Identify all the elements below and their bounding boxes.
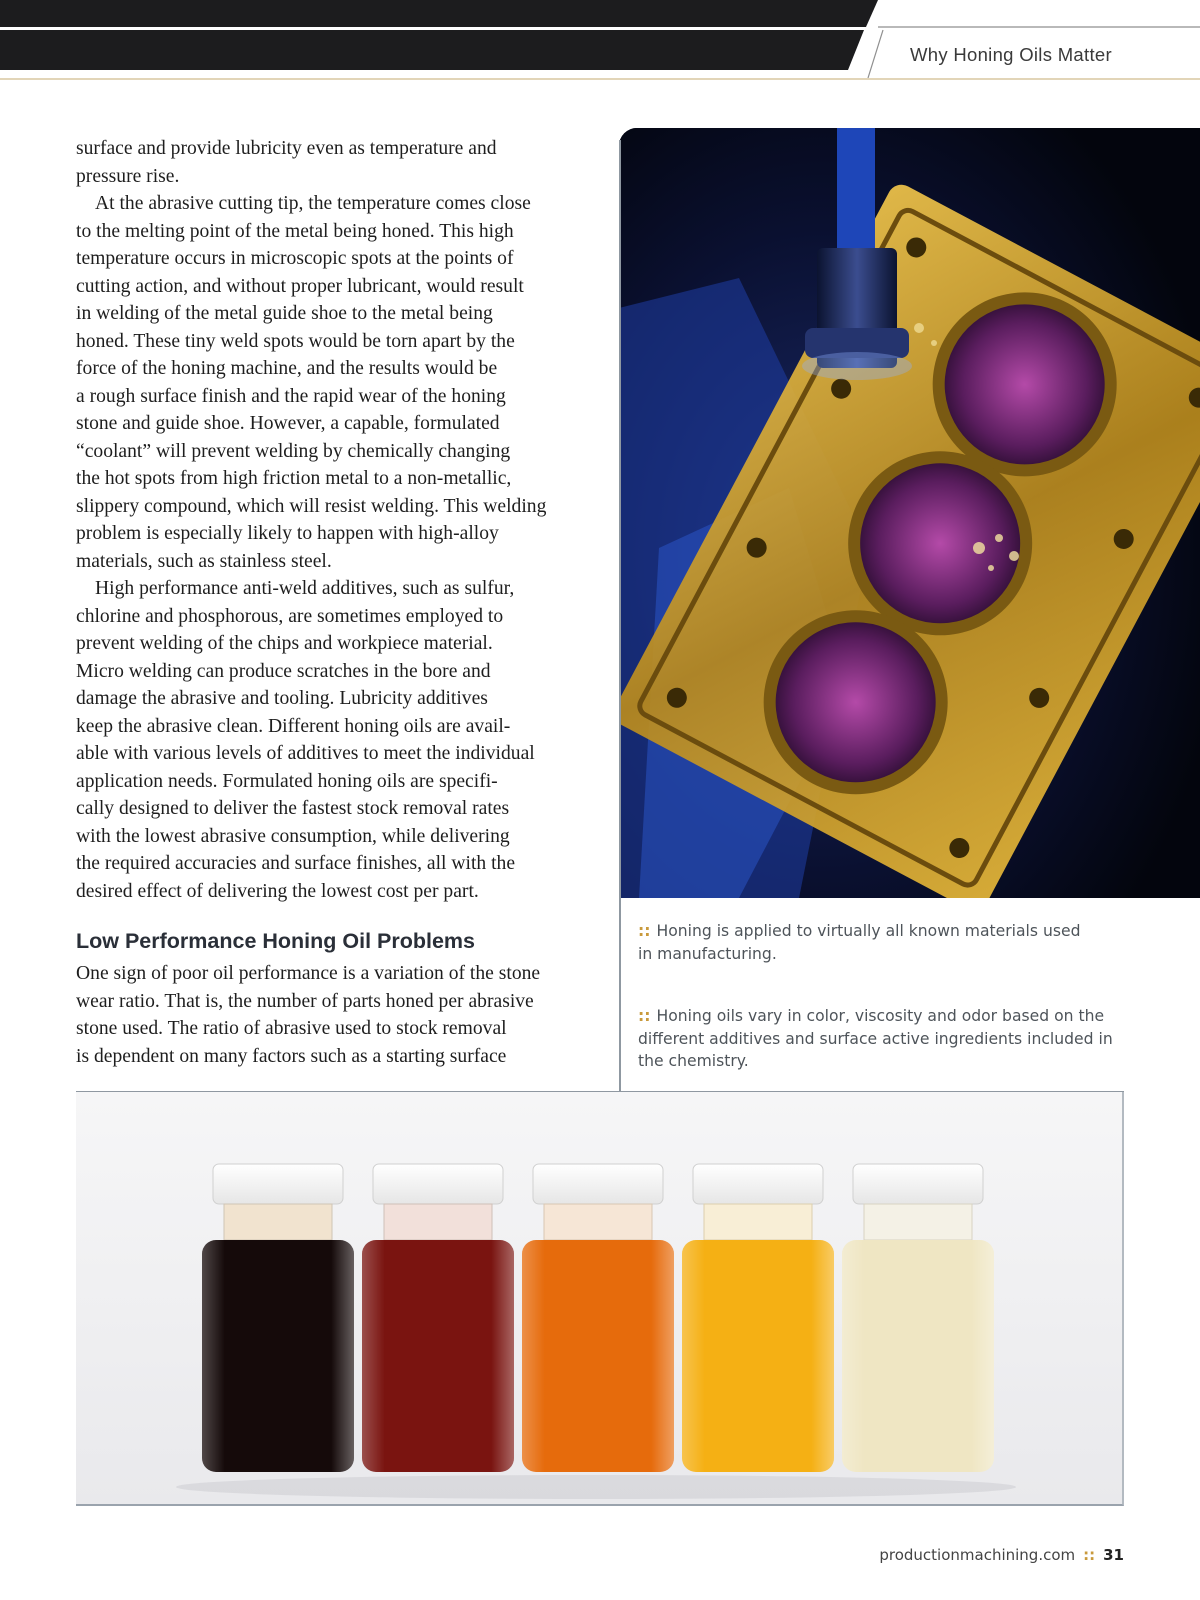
caption-line: in manufacturing.	[638, 944, 777, 963]
text-line: application needs. Formulated honing oils are specifi-	[76, 770, 498, 792]
text-line: desired effect of delivering the lowest cost per part.	[76, 880, 479, 902]
text-line: materials, such as stainless steel.	[76, 550, 332, 572]
text-line: force of the honing machine, and the results would be	[76, 358, 498, 379]
page-number: 31	[1103, 1546, 1124, 1564]
text-line: keep the abrasive clean. Different honing oils are avail-	[76, 715, 511, 737]
text-line: wear ratio. That is, the number of parts honed per abrasive	[76, 990, 534, 1012]
caption-oils	[638, 1005, 1118, 1073]
caption-line: Honing oils vary in color, viscosity and odor based on the	[656, 1007, 1105, 1025]
text-line: One sign of poor oil performance is a variation of the stone	[76, 963, 541, 984]
text-line: problem is especially likely to happen with high-alloy	[76, 523, 499, 544]
page-footer	[879, 1546, 1124, 1564]
text-line: Micro welding can produce scratches in the bore and	[76, 660, 491, 682]
text-line: “coolant” will prevent welding by chemically changing	[76, 440, 511, 462]
text-line: cally designed to deliver the fastest stock removal rates	[76, 798, 510, 819]
text-line: a rough surface finish and the rapid wear of the honing	[76, 385, 506, 407]
header-band	[0, 0, 1200, 80]
bottle-1	[202, 1164, 354, 1472]
text-line: prevent welding of the chips and workpiece material.	[76, 633, 493, 654]
text-line: able with various levels of additives to meet the individual	[76, 743, 535, 764]
caption-line: Honing is applied to virtually all known materials used	[656, 922, 1081, 940]
text-line: honed. These tiny weld spots would be torn apart by the	[76, 330, 515, 352]
bottle-4	[682, 1164, 834, 1472]
footer-separator: ::	[1083, 1546, 1096, 1564]
text-line: stone and guide shoe. However, a capable, formulated	[76, 413, 500, 434]
text-line: stone used. The ratio of abrasive used to stock removal	[76, 1018, 507, 1039]
article-body-top	[76, 135, 586, 905]
text-line: pressure rise.	[76, 165, 180, 187]
text-line: is dependent on many factors such as a starting surface	[76, 1045, 507, 1067]
text-line: temperature occurs in microscopic spots at the points of	[76, 248, 514, 269]
caption-engine	[638, 920, 1118, 965]
bottle-5	[842, 1164, 994, 1472]
text-line: cutting action, and without proper lubricant, would result	[76, 275, 524, 297]
text-line: to the melting point of the metal being honed. This high	[76, 220, 514, 242]
caption-marker: ::	[638, 922, 651, 940]
article-body-bottom	[76, 960, 586, 1070]
photo-frame-line	[619, 140, 621, 1100]
website-label: productionmachining.com	[879, 1546, 1076, 1564]
bottle-2	[362, 1164, 514, 1472]
engine-honing-photo	[619, 128, 1200, 898]
text-line: with the lowest abrasive consumption, while delivering	[76, 825, 510, 847]
text-line: in welding of the metal guide shoe to the metal being	[76, 303, 493, 324]
text-line: surface and provide lubricity even as temperature and	[76, 138, 497, 159]
caption-line: the chemistry.	[638, 1052, 749, 1070]
text-line: the hot spots from high friction metal to a non-metallic,	[76, 468, 512, 489]
caption-line: different additives and surface active ingredients included in	[638, 1029, 1113, 1048]
subheading: Low Performance Honing Oil Problems	[76, 929, 476, 953]
bottle-3	[522, 1164, 674, 1472]
honing-oil-bottles-photo	[76, 1092, 1124, 1506]
text-line: damage the abrasive and tooling. Lubricity additives	[76, 688, 488, 709]
section-title: Why Honing Oils Matter	[910, 44, 1112, 65]
text-line: chlorine and phosphorous, are sometimes employed to	[76, 605, 504, 627]
text-line: slippery compound, which will resist welding. This welding	[76, 495, 547, 517]
text-line: the required accuracies and surface finishes, all with the	[76, 853, 516, 874]
caption-marker: ::	[638, 1007, 651, 1025]
text-line: High performance anti-weld additives, such as sulfur,	[95, 578, 515, 599]
text-line: At the abrasive cutting tip, the temperature comes close	[95, 193, 531, 214]
